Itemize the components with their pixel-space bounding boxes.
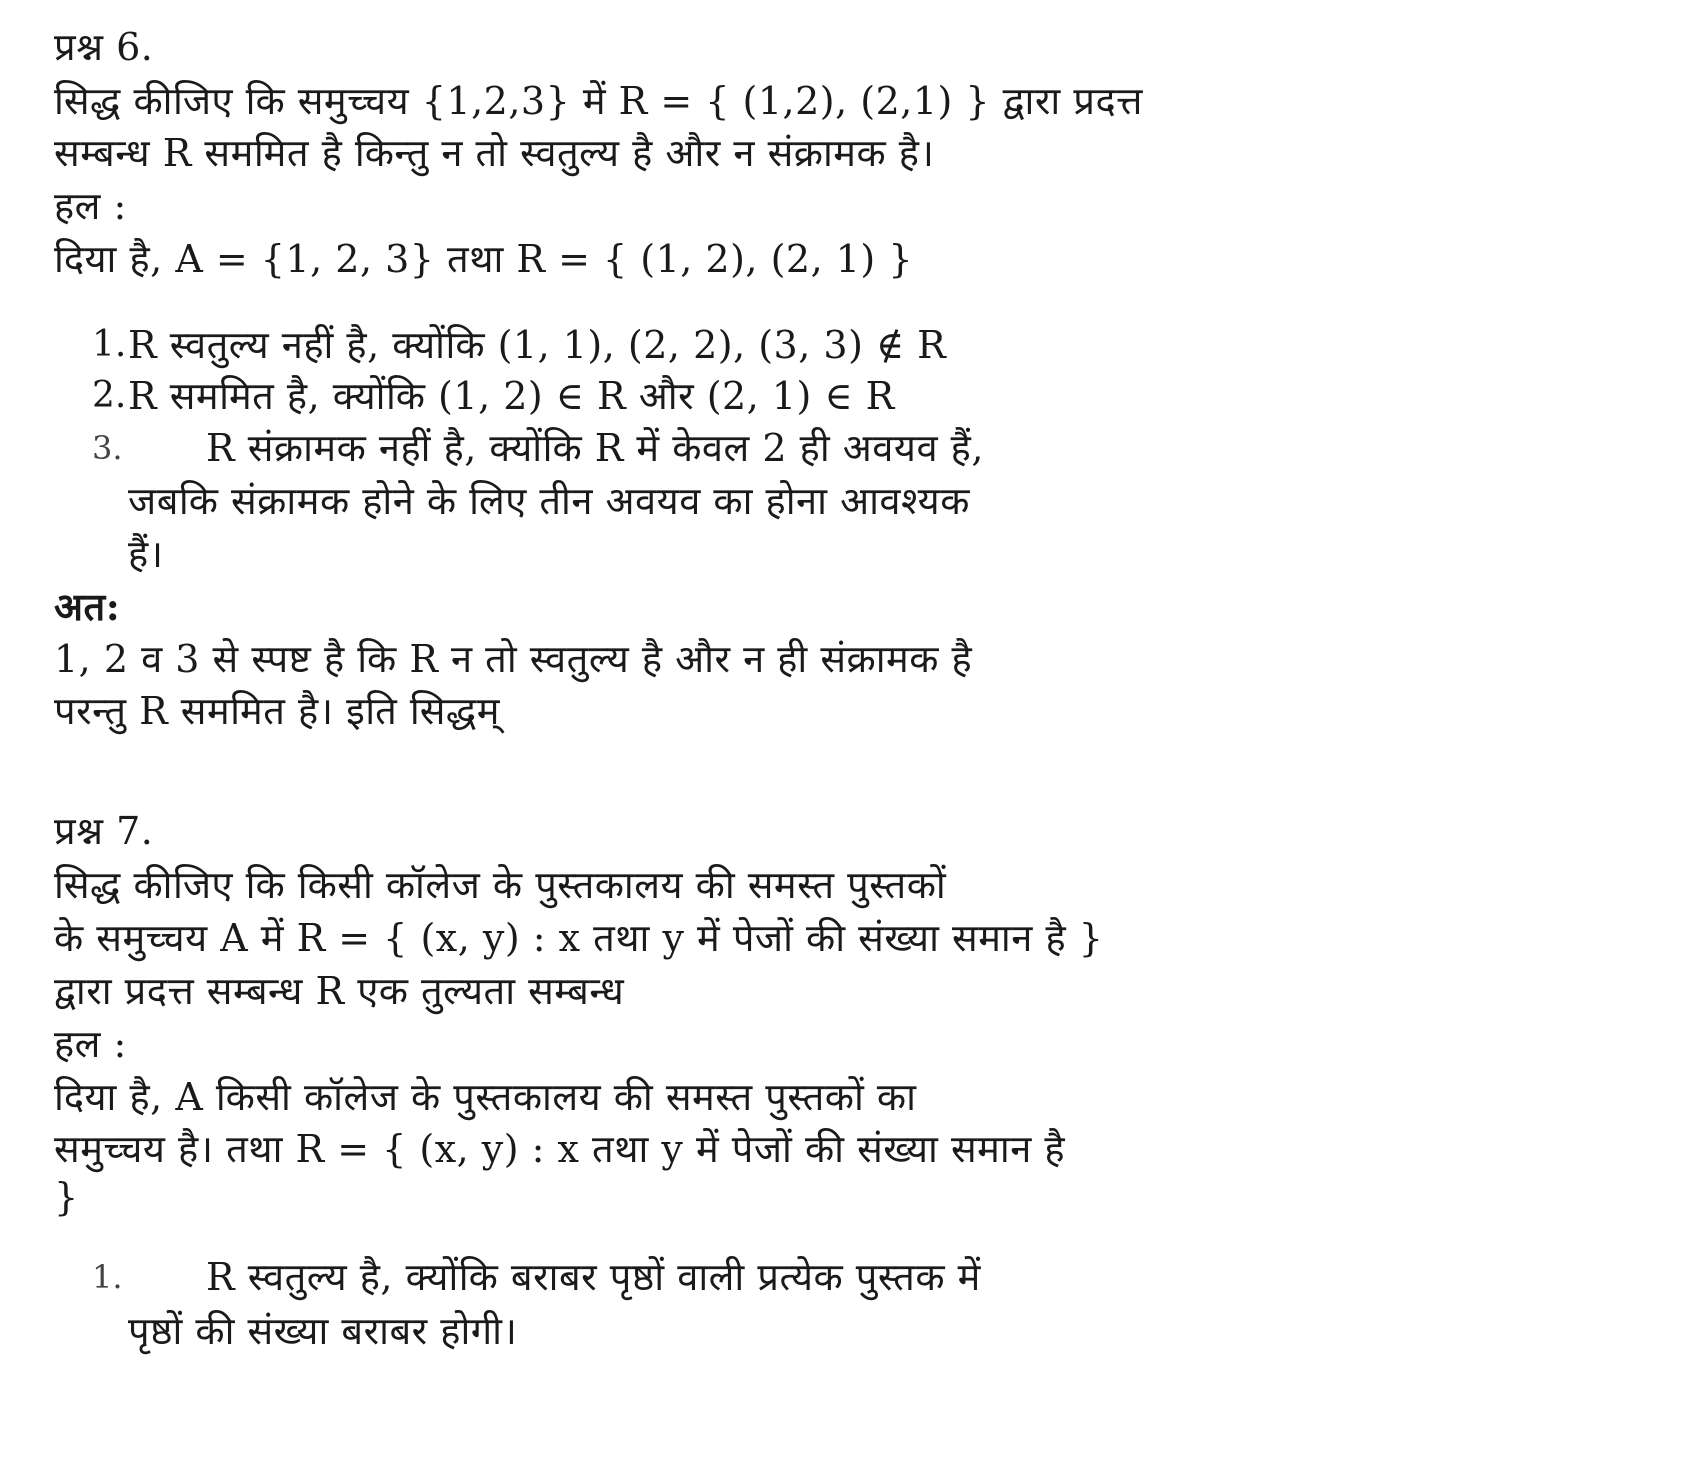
q6-given: दिया है, A = {1, 2, 3} तथा R = { (1, 2), (2, 1) } — [54, 237, 914, 281]
q7-point-1-text: R स्वतुल्य है, क्योंकि बराबर पृष्ठों वाली प्रत्येक पुस्तक में — [206, 1255, 981, 1299]
q6-point-3-text: R संक्रामक नहीं है, क्योंकि R में केवल 2 ही अवयव हैं, — [206, 426, 984, 470]
q7-given-line-3: } — [54, 1175, 79, 1219]
q6-statement-line-2: सम्बन्ध R सममित है किन्तु न तो स्वतुल्य है और न संक्रामक है। — [54, 131, 935, 175]
q7-point-1-number: 1. — [92, 1258, 123, 1296]
q7-statement-line-1: सिद्ध कीजिए कि किसी कॉलेज के पुस्तकालय की समस्त पुस्तकों — [54, 863, 947, 907]
q6-point-1-number: 1. — [92, 324, 127, 365]
q6-point-2-text: R सममित है, क्योंकि (1, 2) ∈ R और (2, 1) ∈ R — [128, 374, 895, 418]
q7-heading: प्रश्न 7. — [54, 809, 154, 853]
q6-hence-label: अत: — [54, 584, 121, 629]
q6-heading: प्रश्न 6. — [54, 25, 154, 69]
q6-point-3-number: 3. — [92, 429, 123, 467]
q6-conclusion-line-2: परन्तु R सममित है। इति सिद्धम् — [54, 689, 500, 733]
q6-conclusion-line-1: 1, 2 व 3 से स्पष्ट है कि R न तो स्वतुल्य है और न ही संक्रामक है — [54, 637, 973, 681]
q6-point-3-continuation-1: जबकि संक्रामक होने के लिए तीन अवयव का होना आवश्यक — [128, 479, 970, 523]
q7-point-1-continuation-1: पृष्ठों की संख्या बराबर होगी। — [128, 1309, 518, 1353]
q7-statement-line-3: द्वारा प्रदत्त सम्बन्ध R एक तुल्यता सम्बन्ध — [54, 969, 625, 1013]
q6-solution-label: हल : — [54, 184, 127, 228]
q7-given-line-2: समुच्चय है। तथा R = { (x, y) : x तथा y में पेजों की संख्या समान है — [54, 1127, 1066, 1171]
q6-statement-line-1: सिद्ध कीजिए कि समुच्चय {1,2,3} में R = { (1,2), (2,1) } द्वारा प्रदत्त — [54, 79, 1143, 123]
q7-statement-line-2: के समुच्चय A में R = { (x, y) : x तथा y में पेजों की संख्या समान है } — [54, 916, 1104, 960]
q7-solution-label: हल : — [54, 1022, 127, 1066]
q7-given-line-1: दिया है, A किसी कॉलेज के पुस्तकालय की समस्त पुस्तकों का — [54, 1075, 917, 1119]
q6-point-2-number: 2. — [92, 375, 127, 416]
q6-point-3-continuation-2: हैं। — [128, 532, 164, 576]
q6-point-1-text: R स्वतुल्य नहीं है, क्योंकि (1, 1), (2, 2), (3, 3) ∉ R — [128, 323, 947, 367]
